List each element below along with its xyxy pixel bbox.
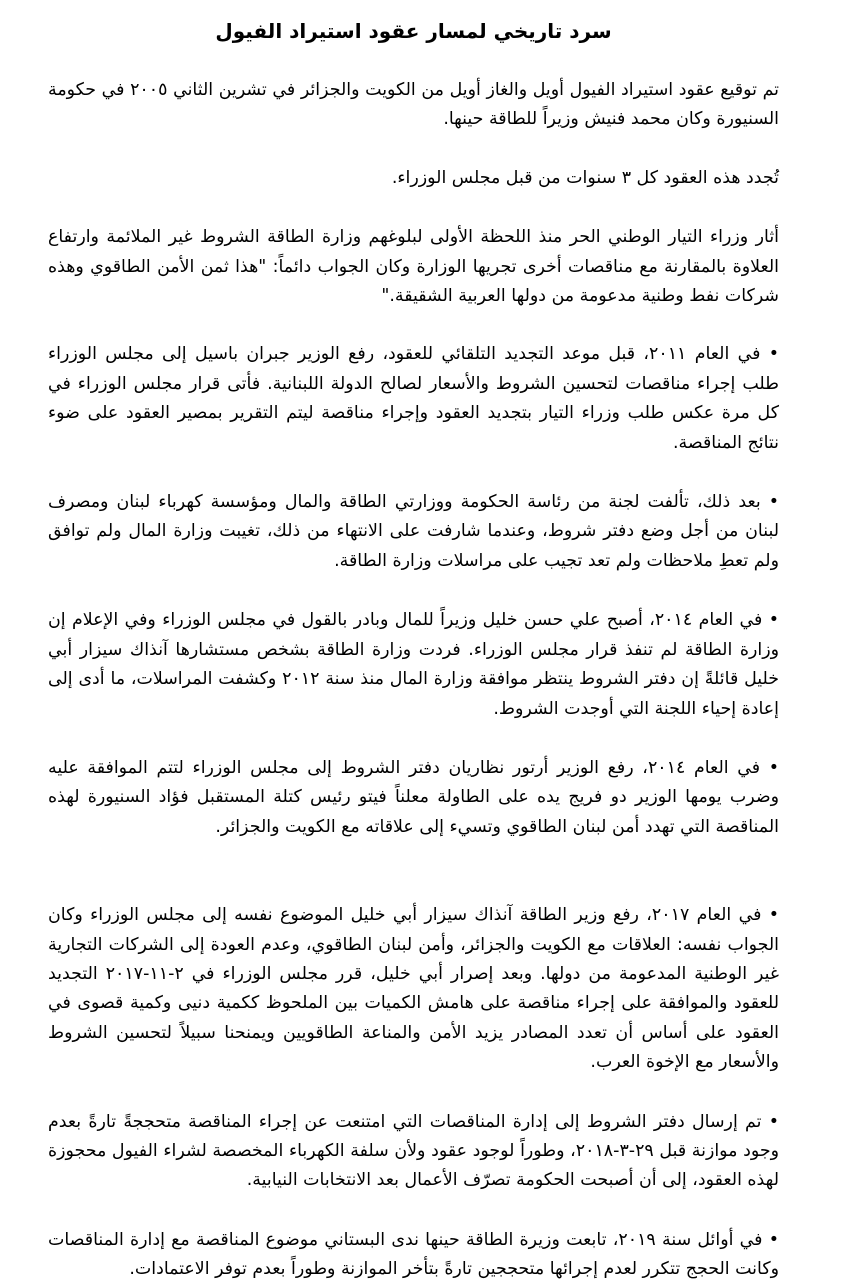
paragraph-contract-signing: تم توقيع عقود استيراد الفيول أويل والغاز أويل من الكويت والجزائر في تشرين الثاني ٢٠٠٥ في حكومة السنيورة وكان محمد فنيش وزيراً للطاقة حينها. xyxy=(48,80,780,130)
paragraph-2017-decision: • في العام ٢٠١٧، رفع وزير الطاقة آنذاك سيزار أبي خليل الموضوع نفسه إلى مجلس الوزراء وكان الجواب نفسه: العلاقات مع الكويت والجزائر، وأمن لبنان الطاقوي، وعدم العودة إلى الشركات التجارية غير الوطنية المدعومة من دولها. وبعد إصرار أبي خليل، قرر مجلس الوزراء في ٢-١١-٢٠١٧ التجديد للعقود والموافقة على إجراء مناقصة على هامش الكميات بين الملحوظ ككمية دنيى وكمية قصوى في العقود على أساس أن تعدد المصادر يزيد الأمن والمناعة الطاقويين ويمنحنا سبيلاً لتحسين الشروط والأسعار مع الإخوة العرب. xyxy=(48,905,779,1073)
document-title: سرد تاريخي لمسار عقود استيراد الفيول xyxy=(215,19,612,43)
paragraph-2014-finance-minister: • في العام ٢٠١٤، أصبح علي حسن خليل وزيراً للمال وبادر بالقول في مجلس الوزراء وفي الإعلام إن وزارة الطاقة لم تنفذ قرار مجلس الوزراء. فردت وزارة الطاقة بشخص مستشارها آنذاك سيزار أبي خليل قائلةً إن دفتر الشروط ينتظر موافقة وزارة المال منذ سنة ٢٠١٢ وكشفت المراسلات، ما أدى إلى إعادة إحياء اللجنة التي أوجدت الشروط. xyxy=(48,610,780,719)
paragraph-2019-follow-up: • في أوائل سنة ٢٠١٩، تابعت وزيرة الطاقة حينها ندى البستاني موضوع المناقصة مع إدارة المناقصات وكانت الحجج تتكرر لعدم إجرائها متحججين تارةً بتأخر الموازنة وطوراً بعدم توفر الاعتمادات. xyxy=(48,1229,779,1280)
paragraph-2014-veto: • في العام ٢٠١٤، رفع الوزير أرتور نظاريان دفتر الشروط إلى مجلس الوزراء لتتم الموافقة عليه وضرب يومها الوزير دو فريج يده على الطاولة معلناً فيتو رئيس كتلة المستقبل فؤاد السنيورة لهذه المناقصة التي تهدد أمن لبنان الطاقوي وتسيء إلى علاقاته مع الكويت والجزائر. xyxy=(48,757,779,837)
paragraph-ftm-objections: أثار وزراء التيار الوطني الحر منذ اللحظة الأولى لبلوغهم وزارة الطاقة الشروط غير الملائمة وارتفاع العلاوة بالمقارنة مع مناقصات أخرى تجريها الوزارة وكان الجواب دائماً: "هذا ثمن الأمن الطاقوي وهذه شركات نفط وطنية مدعومة من دولها العربية الشقيقة." xyxy=(48,227,779,307)
paragraph-committee-formed: • بعد ذلك، تألفت لجنة من رئاسة الحكومة ووزارتي الطاقة والمال ومؤسسة كهرباء لبنان ومصرف لبنان من أجل وضع دفتر شروط، وعندما شارفت على الانتهاء من ذلك، تغيبت وزارة المال ولم توافق ولم تعطِ ملاحظات ولم تعد تجيب على مراسلات وزارة الطاقة. xyxy=(48,492,779,571)
paragraph-renewal-period: تُجدد هذه العقود كل ٣ سنوات من قبل مجلس الوزراء. xyxy=(391,167,779,188)
paragraph-tender-administration: • تم إرسال دفتر الشروط إلى إدارة المناقصات التي امتنعت عن إجراء المناقصة متحججةً تارةً بعدم وجود موازنة قبل ٢٩-٣-٢٠١٨، وطوراً لوجود عقود ولأن سلفة الكهرباء المخصصة لشراء الفيول محجوزة لهذه العقود، إلى أن أصبحت الحكومة تصرّف الأعمال بعد الانتخابات النيابية. xyxy=(48,1111,779,1191)
paragraph-2011-request: • في العام ٢٠١١، قبل موعد التجديد التلقائي للعقود، رفع الوزير جبران باسيل إلى مجلس الوزراء طلب إجراء مناقصات لتحسين الشروط والأسعار لصالح الدولة اللبنانية. فأتى قرار مجلس الوزراء في كل مرة عكس طلب وزراء التيار بتجديد العقود وإجراء مناقصة ليتم التقرير بمصير العقود على ضوء نتائج المناقصة. xyxy=(48,344,779,453)
